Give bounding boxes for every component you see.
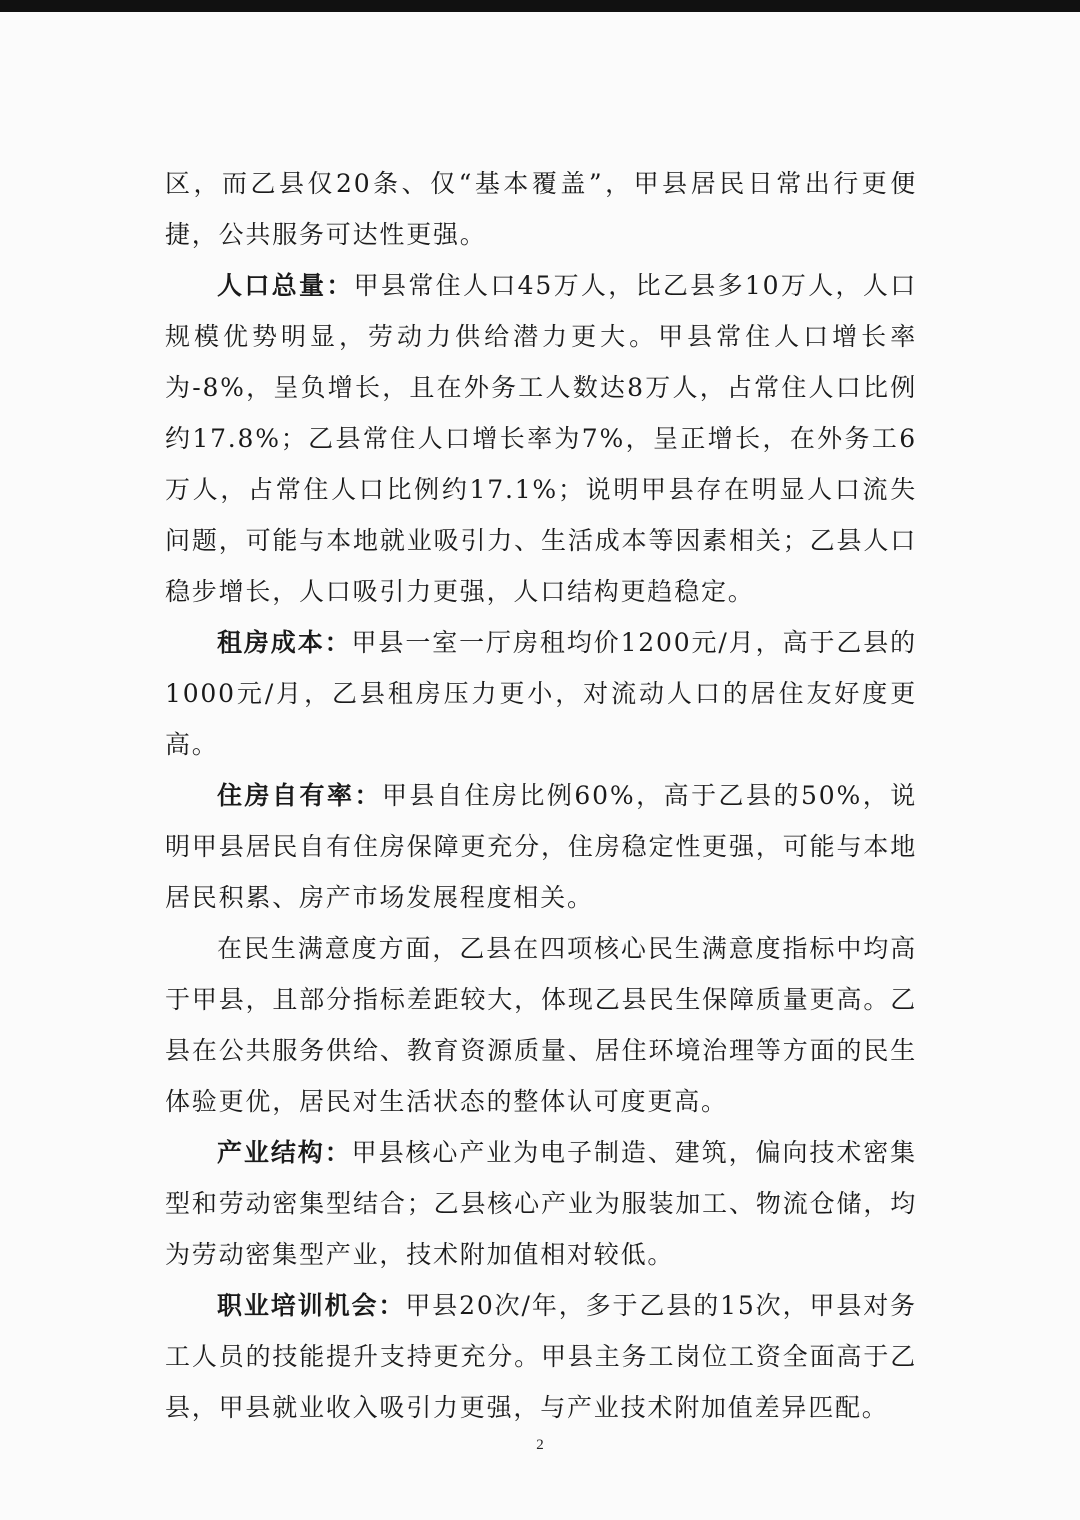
paragraph-text: 甲县自住房比例60%，高于乙县的50%，说明甲县居民自有住房保障更充分，住房稳定性更强，可能与本地居民积累、房产市场发展程度相关。 [165,781,917,912]
paragraph-home-ownership [165,770,917,923]
paragraph-rent-cost [165,617,917,770]
paragraph-text: 甲县20次/年，多于乙县的15次，甲县对务工人员的技能提升支持更充分。甲县主务工岗位工资全面高于乙县，甲县就业收入吸引力更强，与产业技术附加值差异匹配。 [165,1291,917,1422]
paragraph-population [165,260,917,617]
paragraph-text: 甲县核心产业为电子制造、建筑，偏向技术密集型和劳动密集型结合；乙县核心产业为服装加工、物流仓储，均为劳动密集型产业，技术附加值相对较低。 [165,1138,917,1269]
paragraph-text: 区，而乙县仅20条、仅“基本覆盖”，甲县居民日常出行更便捷，公共服务可达性更强。 [165,169,917,249]
page-number: 2 [536,1437,544,1453]
paragraph-heading: 租房成本： [217,628,352,657]
top-bar [0,0,1080,12]
paragraph-industry-structure [165,1127,917,1280]
paragraph-satisfaction [165,923,917,1127]
paragraph-heading: 住房自有率： [217,781,382,810]
paragraph-continuation [165,158,917,260]
paragraph-text: 甲县一室一厅房租均价1200元/月，高于乙县的1000元/月，乙县租房压力更小，对流动人口的居住友好度更高。 [165,628,917,759]
document-page [0,12,1080,1520]
paragraph-heading: 人口总量： [217,271,354,300]
document-body [165,158,917,1433]
paragraph-text: 甲县常住人口45万人，比乙县多10万人，人口规模优势明显，劳动力供给潜力更大。甲县常住人口增长率为-8%，呈负增长，且在外务工人数达8万人，占常住人口比例约17.8%；乙县常住人口增长率为7%，呈正增长，在外务工6万人，占常住人口比例约17.1%；说明甲县存在明显人口流失问题，可能与本地就业吸引力、生活成本等因素相关；乙县人口稳步增长，人口吸引力更强，人口结构更趋稳定。 [165,271,917,606]
paragraph-heading: 产业结构： [217,1138,352,1167]
paragraph-text: 在民生满意度方面，乙县在四项核心民生满意度指标中均高于甲县，且部分指标差距较大，体现乙县民生保障质量更高。乙县在公共服务供给、教育资源质量、居住环境治理等方面的民生体验更优，居民对生活状态的整体认可度更高。 [165,934,917,1116]
paragraph-heading: 职业培训机会： [217,1291,406,1320]
paragraph-training [165,1280,917,1433]
